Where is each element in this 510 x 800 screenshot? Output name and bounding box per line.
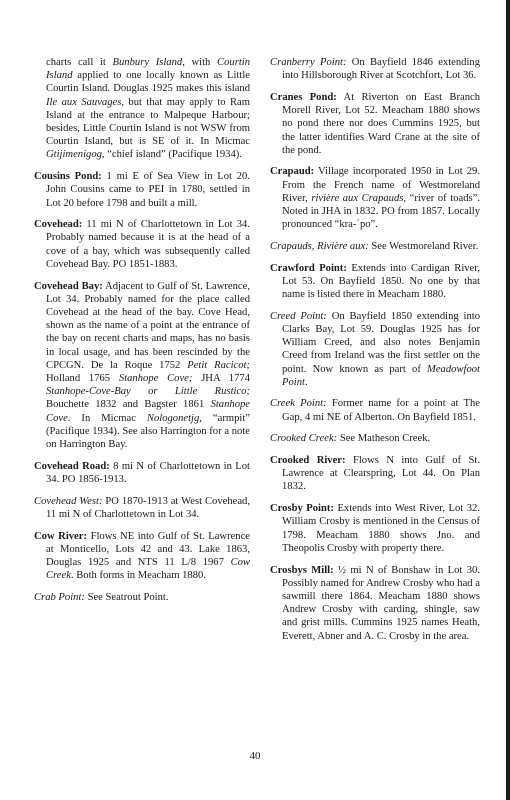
entry-text: Former name for a point at The Gap, 4 mi NE of Alberton. On Bayfield 1851. — [282, 398, 480, 423]
entry-body — [270, 432, 480, 445]
entry-text: 11 mi N of Charlottetown in Lot 34. Probably named because it is at the head of a cove of a bay, which was subsequently called Covehead Bay. PO 1851-1883. — [46, 219, 250, 270]
entry-text: 8 mi N of Charlottetown in Lot 34. PO 1856-1913. — [46, 460, 250, 485]
entry-text: PO 1870-1913 at West Covehead, 11 mi N of Charlottetown in Lot 34. — [46, 495, 250, 520]
entry-headword: Creed Point: — [270, 310, 327, 322]
entry-body — [270, 310, 480, 389]
entry-headword: Cow River: — [34, 530, 87, 542]
gazetteer-entry — [270, 262, 480, 302]
entry-italic-text: Cow Creek — [46, 556, 250, 582]
entry-body — [270, 454, 480, 494]
page-edge — [506, 0, 510, 800]
entry-italic-text: Stanhope Cove — [46, 399, 250, 424]
entry-headword: Crapaud: — [270, 166, 315, 178]
entry-body — [270, 165, 480, 231]
entry-body — [34, 591, 250, 604]
entry-text: JHA 1774 — [192, 372, 250, 384]
left-column — [34, 56, 250, 613]
entry-italic-text: Meadowfoot Point — [282, 363, 480, 388]
entry-headword: Cranberry Point: — [270, 57, 347, 68]
entry-headword: Crab Point: — [34, 591, 85, 603]
entry-italic-text: Bunbury Island — [112, 57, 183, 68]
entry-headword: Crooked Creek: — [270, 433, 338, 445]
entry-body — [34, 280, 250, 452]
entry-text: “armpit” (Pacifique 1934). See also Harrington for a note on Harrington Bay. — [46, 412, 250, 450]
entry-headword: Crosbys Mill: — [270, 564, 334, 576]
gazetteer-entry — [34, 56, 250, 162]
entry-text: , with — [182, 57, 218, 68]
entry-headword: Crooked River: — [270, 455, 346, 467]
entry-text: applied to one locally known as Little Courtin Island. Douglas 1925 makes this island — [46, 70, 250, 95]
entry-body — [34, 495, 250, 521]
entry-body — [270, 56, 480, 82]
entry-text: On Bayfield 1850 extending into Clarks Bay, Lot 59. Douglas 1925 has for William Creed, and also notes Benjamin Creed from Ireland was the first settler on the point. Now known as part of — [282, 310, 480, 375]
entry-text: Village incorporated 1950 in Lot 29. From the French name of Westmoreland River, — [282, 166, 480, 204]
entry-text: Adjacent to Gulf of St. Lawrence, Lot 34. Probably named for the place called Covehead at the head of the bay. Cove Head, shown as the name of a point at the entrance of the bay on recent charts and maps, has no basis in local usage, and has been rescinded by the CPCGN. De la Roque 1752 — [46, 280, 250, 371]
entry-text: Extends into West River, Lot 32. William Crosby is mentioned in the Census of 1798. Meacham 1880 shows Jno. and Theopolis Crosby with property there. — [282, 503, 480, 554]
entry-text: At Riverton on East Branch Morell River, Lot 52. Meacham 1880 shows no pond there nor does Cummins 1925, but the latter identifies Ward Crane at the site of the pond. — [282, 91, 481, 156]
entry-text: On Bayfield 1846 extending into Hillsborough River at Scotchfort, Lot 36. — [282, 57, 481, 82]
entry-headword: Crosby Point: — [270, 503, 334, 515]
entry-body — [34, 170, 250, 210]
entry-italic-text: Courtin Island — [46, 57, 251, 82]
entry-headword: Covehead Road: — [34, 460, 110, 472]
entry-headword: Crapauds, Rivière aux: — [270, 240, 369, 252]
gazetteer-entry — [270, 397, 480, 423]
entry-text: . — [304, 376, 308, 388]
gazetteer-entry — [34, 280, 250, 452]
gazetteer-entry — [34, 530, 250, 583]
entry-headword: Crawford Point: — [270, 262, 347, 274]
entry-headword: Covehead Bay: — [34, 280, 103, 292]
entry-body — [270, 564, 480, 643]
entry-italic-text: rivière aux Crapauds, — [311, 192, 407, 204]
entry-body — [34, 56, 250, 162]
entry-italic-text: Petit Racicot; — [187, 359, 250, 371]
entry-headword: Covehead West: — [34, 495, 103, 507]
entry-italic-text: Stanhope Cove; — [118, 372, 193, 384]
entry-headword: Cranes Pond: — [270, 91, 337, 103]
entry-text: ½ mi N of Bonshaw in Lot 30. Possibly named for Andrew Crosby who had a sawmill there 1864. Meacham 1880 shows Andrew Crosby with carding, shingle, saw and grist mills. Cummins 1925 names Heath, Everett, Abner and A. C. Crosby in the area. — [282, 564, 480, 642]
gazetteer-entry — [270, 56, 480, 82]
entry-text: . Both forms in Meacham 1880. — [70, 570, 206, 582]
entry-text: “river of toads”. Noted in JHA in 1832. PO from 1857. Locally pronounced “kra-´po”. — [282, 192, 480, 231]
entry-italic-text: Ile aux Sauvages — [46, 96, 122, 108]
entry-headword: Cousins Pond: — [34, 171, 102, 183]
gazetteer-entry — [270, 165, 480, 231]
gazetteer-entry — [270, 454, 480, 494]
entry-text: , but that may apply to Ram Island at the entrance to Malpeque Harbour; besides, Little Courtin Island is not WSW from Courtin Island, but is SE of it. In Micmac — [46, 96, 250, 148]
entry-text: charts call it — [46, 57, 113, 68]
gazetteer-entry — [34, 591, 250, 604]
entry-body — [34, 218, 250, 271]
gazetteer-entry — [34, 460, 250, 486]
entry-text: See Seatrout Point. — [84, 591, 169, 603]
entry-italic-text: Nologonetjg, — [146, 412, 202, 424]
entry-text: , “chief island” (Pacifique 1934). — [101, 149, 242, 161]
entry-italic-text: Stanhope-Cove-Bay or Little Rustico; — [46, 386, 250, 398]
entry-headword: Covehead: — [34, 219, 83, 231]
entry-text: Flows NE into Gulf of St. Lawrence at Monticello, Lots 42 and 43. Lake 1863, Douglas 1925 and NTS 11 L/8 1967 — [46, 530, 250, 568]
entry-body — [34, 460, 250, 486]
entry-text: 1 mi E of Sea View in Lot 20. John Cousins came to PEI in 1780, settled in Lot 20 before 1798 and built a mill. — [46, 171, 250, 209]
entry-italic-text: Gtijimenigog — [46, 149, 102, 161]
right-column — [270, 56, 480, 651]
gazetteer-entry — [270, 502, 480, 555]
entry-text: Extends into Cardigan River, Lot 53. On Bayfield 1850. No one by that name is listed there in Meacham 1880. — [282, 262, 481, 301]
entry-body — [270, 240, 480, 253]
entry-text: Flows N into Gulf of St. Lawrence at Clearspring, Lot 44. On Plan 1832. — [282, 455, 480, 493]
entry-body — [270, 262, 480, 302]
gazetteer-entry — [270, 310, 480, 389]
entry-body — [34, 530, 250, 583]
gazetteer-entry — [270, 564, 480, 643]
gazetteer-entry — [34, 170, 250, 210]
entry-text: See Westmoreland River. — [368, 240, 479, 252]
gazetteer-entry — [34, 495, 250, 521]
page-number: 40 — [249, 750, 261, 762]
gazetteer-entry — [270, 432, 480, 445]
entry-text: See Matheson Creek. — [337, 433, 431, 445]
entry-text: . In Micmac — [67, 412, 147, 424]
entry-body — [270, 397, 480, 423]
gazetteer-entry — [270, 91, 480, 157]
gazetteer-entry — [270, 240, 480, 253]
entry-body — [270, 91, 480, 157]
gazetteer-entry — [34, 218, 250, 271]
entry-text: Holland 1765 — [46, 372, 119, 384]
entry-headword: Creek Point: — [270, 398, 327, 410]
entry-text: Bouchette 1832 and Bagster 1861 — [46, 399, 211, 411]
entry-body — [270, 502, 480, 555]
